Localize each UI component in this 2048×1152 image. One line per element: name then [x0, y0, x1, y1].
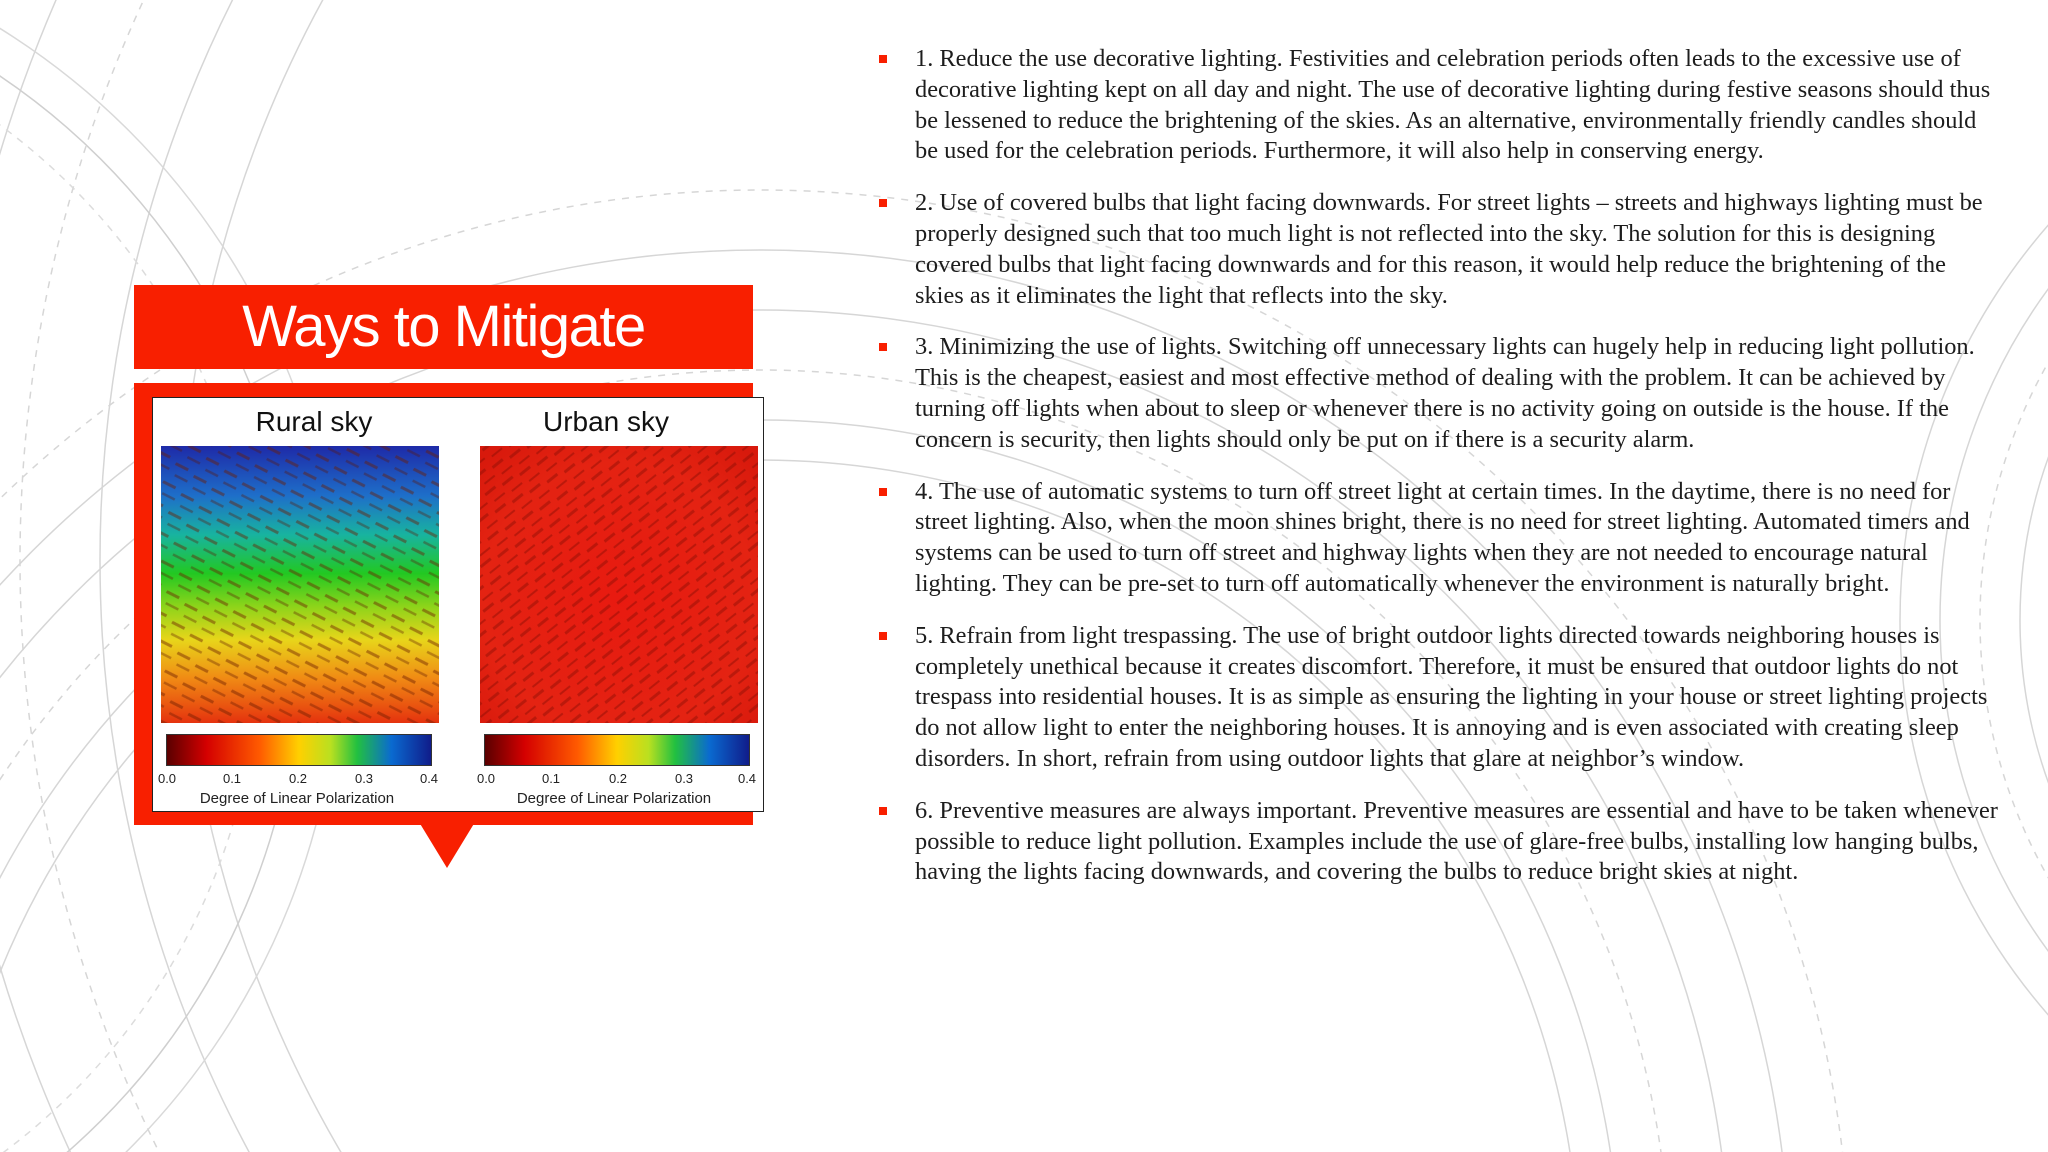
slide-title: Ways to Mitigate: [242, 294, 645, 359]
list-item-text: 5. Refrain from light trespassing. The use of bright outdoor lights directed towards neighboring houses is completely unethical because it creates discomfort. Therefore, it must be ensured that outdoor lights do not trespass into residential houses. It is as simple as ensuring the lighting in your house or street lighting projects do not allow light to enter the neighboring houses. It is annoying and is even associated with creating sleep disorders. In short, refrain from using outdoor lights that glare at neighbor’s window.: [915, 621, 1988, 772]
tick-label: 0.1: [541, 771, 561, 786]
list-item: [875, 44, 2000, 167]
list-item: [875, 332, 2000, 455]
rural-sky-title: Rural sky: [255, 406, 373, 437]
rural-axis-label: Degree of Linear Polarization: [199, 790, 395, 807]
title-bar: [134, 285, 753, 369]
bullet-square-icon: [879, 55, 887, 63]
tick-label: 0.3: [674, 771, 694, 786]
bullet-square-icon: [879, 199, 887, 207]
list-item-text: 1. Reduce the use decorative lighting. Festivities and celebration periods often leads to the excessive use of decorative lighting kept on all day and night. The use of decorative lighting during festive seasons should thus be lessened to reduce the brightening of the skies. As an alternative, environmentally friendly candles should be used for the celebration periods. Furthermore, it will also help in conserving energy.: [915, 45, 1991, 165]
tick-label: 0.1: [222, 771, 242, 786]
tick-label: 0.0: [476, 771, 496, 786]
bullet-square-icon: [879, 807, 887, 815]
urban-sky-title: Urban sky: [542, 406, 670, 437]
callout-pointer: [419, 822, 475, 868]
tick-label: 0.4: [737, 771, 757, 786]
polarization-figure: [152, 397, 764, 812]
tick-label: 0.4: [419, 771, 439, 786]
bullet-square-icon: [879, 632, 887, 640]
mitigation-list: [875, 44, 2000, 909]
list-item-text: 3. Minimizing the use of lights. Switching off unnecessary lights can hugely help in reducing light pollution. This is the cheapest, easiest and most effective method of dealing with the problem. It can be achieved by turning off lights when about to sleep or whenever there is no activity going on outside is the house. If the concern is security, then lights should only be put on if there is a security alarm.: [915, 333, 1975, 453]
tick-label: 0.2: [608, 771, 628, 786]
list-item: [875, 796, 2000, 888]
urban-colorbar: [484, 734, 750, 766]
list-item: [875, 477, 2000, 600]
rural-sky-map: [161, 446, 439, 723]
list-item: [875, 188, 2000, 311]
tick-label: 0.0: [157, 771, 177, 786]
urban-sky-map: [480, 446, 758, 723]
urban-colorbar-ticks: [473, 771, 755, 787]
list-item-text: 2. Use of covered bulbs that light facing downwards. For street lights – streets and highways lighting must be properly designed such that too much light is not reflected into the sky. The solution for this is designing covered bulbs that light facing downwards and for this reason, it would help reduce the brightening of the skies as it eliminates the light that reflects into the sky.: [915, 189, 1983, 309]
bullet-square-icon: [879, 488, 887, 496]
urban-axis-label: Degree of Linear Polarization: [516, 790, 712, 807]
rural-colorbar-ticks: [156, 771, 438, 787]
rural-colorbar: [166, 734, 432, 766]
bullet-square-icon: [879, 343, 887, 351]
list-item: [875, 621, 2000, 775]
list-item-text: 4. The use of automatic systems to turn off street light at certain times. In the daytime, there is no need for street lighting. Also, when the moon shines bright, there is no need for street lighting. Automated timers and systems can be used to turn off street and highway lights when they are not needed to encourage natural lighting. They can be pre-set to turn off automatically whenever the environment is naturally bright.: [915, 477, 1970, 597]
tick-label: 0.2: [288, 771, 308, 786]
tick-label: 0.3: [354, 771, 374, 786]
list-item-text: 6. Preventive measures are always important. Preventive measures are essential and have to be taken whenever possible to reduce light pollution. Examples include the use of glare-free bulbs, installing low hanging bulbs, having the lights facing downwards, and covering the bulbs to reduce bright skies at night.: [915, 796, 1998, 886]
